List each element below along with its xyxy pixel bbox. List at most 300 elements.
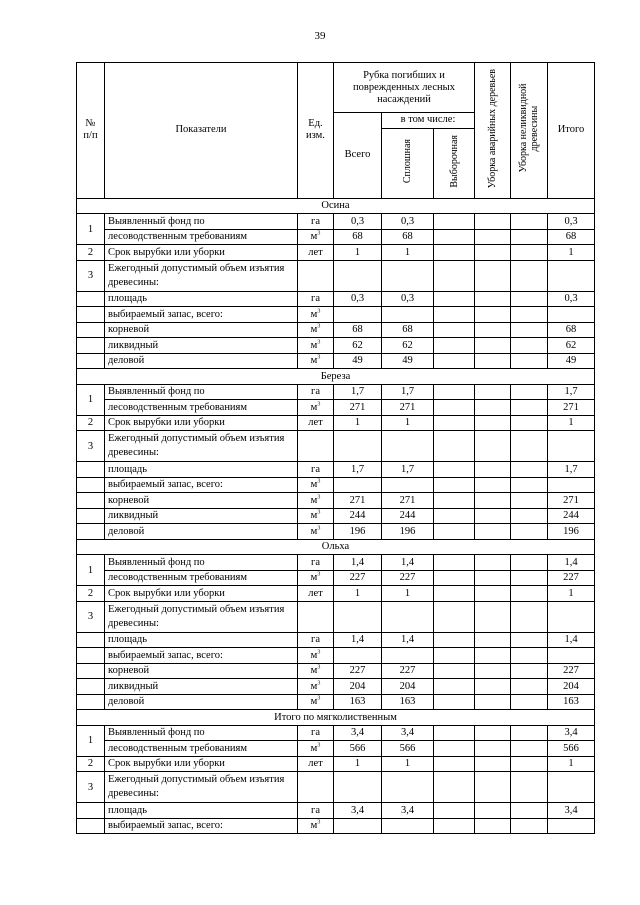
value-selective [434,663,475,679]
indicator-label: деловой [105,524,298,540]
value-nonliquid [511,353,548,369]
indicator-label: площадь [105,291,298,307]
indicator-label: Ежегодный допустимый объем изъятия древесины: [105,431,298,462]
forest-indicators-table [76,62,595,834]
indicator-label: Выявленный фонд по [105,214,298,230]
value-solid: 68 [382,229,434,245]
value-selective [434,570,475,586]
value-solid: 244 [382,508,434,524]
indicator-label: Срок вырубки или уборки [105,756,298,772]
value-solid [382,772,434,803]
indicator-label: Срок вырубки или уборки [105,586,298,602]
value-selective [434,555,475,571]
table-row [77,260,595,291]
value-itogo: 1,7 [548,384,595,400]
header-total: Всего [334,113,382,199]
indicator-label: Выявленный фонд по [105,555,298,571]
value-selective [434,214,475,230]
table-row [77,214,595,230]
table-row [77,818,595,834]
value-emergency [475,322,511,338]
value-itogo: 227 [548,663,595,679]
value-itogo: 271 [548,400,595,416]
value-solid [382,307,434,323]
value-itogo: 0,3 [548,291,595,307]
unit-cell: $м^3$ [298,570,334,586]
value-total: 566 [334,741,382,757]
value-itogo: 3,4 [548,725,595,741]
value-selective [434,322,475,338]
value-solid: 196 [382,524,434,540]
row-number [77,462,105,478]
unit-cell [298,772,334,803]
value-nonliquid [511,400,548,416]
value-itogo [548,431,595,462]
unit-cell: $м^3$ [298,307,334,323]
row-number [77,818,105,834]
value-total [334,772,382,803]
value-solid: 0,3 [382,214,434,230]
value-solid [382,260,434,291]
table-row [77,586,595,602]
unit-cell: лет [298,756,334,772]
value-nonliquid [511,741,548,757]
table-row [77,756,595,772]
table-row [77,570,595,586]
value-total: 271 [334,400,382,416]
value-emergency [475,663,511,679]
unit-cell: $м^3$ [298,694,334,710]
unit-cell [298,431,334,462]
value-emergency [475,818,511,834]
value-itogo: 566 [548,741,595,757]
value-selective [434,307,475,323]
value-total: 163 [334,694,382,710]
value-total [334,260,382,291]
table-body [77,198,595,834]
value-total: 1,4 [334,555,382,571]
indicator-label: Ежегодный допустимый объем изъятия древесины: [105,601,298,632]
indicator-label: ликвидный [105,508,298,524]
value-itogo: 1 [548,586,595,602]
indicator-label: выбираемый запас, всего: [105,307,298,323]
value-nonliquid [511,260,548,291]
value-nonliquid [511,229,548,245]
unit-cell: $м^3$ [298,338,334,354]
unit-cell: $м^3$ [298,663,334,679]
value-nonliquid [511,725,548,741]
table-row [77,524,595,540]
table-row [77,307,595,323]
unit-cell: га [298,291,334,307]
indicator-label: деловой [105,353,298,369]
value-itogo: 244 [548,508,595,524]
value-total [334,477,382,493]
indicator-label: лесоводственным требованиям [105,741,298,757]
value-nonliquid [511,462,548,478]
value-selective [434,415,475,431]
value-solid: 1 [382,415,434,431]
section-header-row [77,369,595,385]
unit-cell: $м^3$ [298,524,334,540]
row-number: 2 [77,415,105,431]
value-total [334,431,382,462]
section-title: Ольха [77,539,595,555]
header-itogo: Итого [548,63,595,199]
indicator-label: выбираемый запас, всего: [105,648,298,664]
value-total: 0,3 [334,214,382,230]
value-total: 1,7 [334,462,382,478]
value-selective [434,679,475,695]
value-selective [434,508,475,524]
value-total: 49 [334,353,382,369]
row-number: 2 [77,756,105,772]
value-selective [434,431,475,462]
value-itogo [548,477,595,493]
value-nonliquid [511,601,548,632]
unit-cell: лет [298,245,334,261]
value-emergency [475,415,511,431]
table-row [77,632,595,648]
value-itogo: 196 [548,524,595,540]
table-row [77,291,595,307]
value-itogo: 204 [548,679,595,695]
header-indicator: Показатели [105,63,298,199]
unit-cell: га [298,384,334,400]
unit-cell: га [298,803,334,819]
header-nonliquid: Уборка неликвидной древесины [511,63,548,199]
value-emergency [475,772,511,803]
value-emergency [475,586,511,602]
row-number [77,508,105,524]
header-solid: Сплошная [382,128,434,198]
value-nonliquid [511,663,548,679]
table-row [77,322,595,338]
indicator-label: площадь [105,462,298,478]
value-nonliquid [511,245,548,261]
value-total [334,307,382,323]
value-nonliquid [511,586,548,602]
unit-cell: $м^3$ [298,493,334,509]
value-total: 244 [334,508,382,524]
indicator-label: ликвидный [105,679,298,695]
value-nonliquid [511,756,548,772]
unit-cell: $м^3$ [298,818,334,834]
value-selective [434,741,475,757]
indicator-label: лесоводственным требованиям [105,229,298,245]
value-itogo: 1,4 [548,555,595,571]
unit-cell: га [298,214,334,230]
section-title: Итого по мягколиственным [77,710,595,726]
row-number: 2 [77,245,105,261]
table-row [77,694,595,710]
value-selective [434,260,475,291]
value-emergency [475,741,511,757]
header-selective: Выборочная [434,128,475,198]
indicator-label: лесоводственным требованиям [105,400,298,416]
value-emergency [475,632,511,648]
value-selective [434,632,475,648]
value-emergency [475,508,511,524]
value-total: 1 [334,756,382,772]
value-nonliquid [511,694,548,710]
header-including: в том числе: [382,113,475,129]
value-nonliquid [511,307,548,323]
value-nonliquid [511,322,548,338]
unit-cell: $м^3$ [298,400,334,416]
value-nonliquid [511,772,548,803]
header-emergency: Уборка аварийных деревьев [475,63,511,199]
value-solid: 566 [382,741,434,757]
value-solid: 3,4 [382,803,434,819]
header-felling-group: Рубка погибших и поврежденных лесных насаждений [334,63,475,113]
value-total: 204 [334,679,382,695]
row-number: 1 [77,725,105,756]
row-number [77,307,105,323]
value-total [334,601,382,632]
value-nonliquid [511,632,548,648]
value-solid: 3,4 [382,725,434,741]
table-row [77,725,595,741]
table-row [77,229,595,245]
table-row [77,679,595,695]
value-total: 1,7 [334,384,382,400]
value-nonliquid [511,214,548,230]
value-total: 62 [334,338,382,354]
value-itogo [548,772,595,803]
value-emergency [475,338,511,354]
value-itogo: 227 [548,570,595,586]
value-nonliquid [511,338,548,354]
value-itogo [548,818,595,834]
table-row [77,555,595,571]
value-selective [434,477,475,493]
value-total: 1 [334,586,382,602]
value-solid: 1 [382,586,434,602]
unit-cell: $м^3$ [298,229,334,245]
value-itogo [548,648,595,664]
value-itogo: 49 [548,353,595,369]
table-row [77,431,595,462]
value-solid: 1 [382,756,434,772]
row-number [77,322,105,338]
value-solid: 1,7 [382,462,434,478]
value-itogo: 68 [548,229,595,245]
value-selective [434,601,475,632]
row-number [77,493,105,509]
value-nonliquid [511,493,548,509]
table-row [77,663,595,679]
value-solid: 49 [382,353,434,369]
value-total: 68 [334,322,382,338]
value-selective [434,803,475,819]
row-number: 1 [77,555,105,586]
value-total: 3,4 [334,725,382,741]
page-number: 39 [314,30,326,42]
value-nonliquid [511,508,548,524]
indicator-label: Выявленный фонд по [105,384,298,400]
value-total: 68 [334,229,382,245]
table-row [77,353,595,369]
table-row [77,400,595,416]
row-number [77,291,105,307]
section-header-row [77,539,595,555]
table-row [77,648,595,664]
header-unit: Ед. изм. [298,63,334,199]
indicator-label: Ежегодный допустимый объем изъятия древесины: [105,772,298,803]
value-total: 1,4 [334,632,382,648]
unit-cell: га [298,462,334,478]
section-title: Береза [77,369,595,385]
value-emergency [475,291,511,307]
unit-cell [298,260,334,291]
value-solid: 204 [382,679,434,695]
value-emergency [475,803,511,819]
row-number [77,477,105,493]
value-itogo: 1 [548,756,595,772]
row-number: 3 [77,431,105,462]
unit-cell: га [298,725,334,741]
value-nonliquid [511,431,548,462]
value-emergency [475,229,511,245]
table-row [77,477,595,493]
row-number [77,353,105,369]
value-selective [434,338,475,354]
unit-cell: лет [298,586,334,602]
table-row [77,508,595,524]
value-selective [434,694,475,710]
value-solid: 163 [382,694,434,710]
value-itogo: 1,4 [548,632,595,648]
value-itogo: 62 [548,338,595,354]
value-total: 3,4 [334,803,382,819]
row-number [77,648,105,664]
value-emergency [475,214,511,230]
value-itogo [548,601,595,632]
value-solid: 62 [382,338,434,354]
value-nonliquid [511,415,548,431]
row-number: 1 [77,214,105,245]
value-emergency [475,431,511,462]
table-row [77,245,595,261]
row-number: 3 [77,772,105,803]
value-total: 271 [334,493,382,509]
indicator-label: корневой [105,663,298,679]
row-number: 3 [77,601,105,632]
row-number [77,663,105,679]
value-itogo [548,307,595,323]
value-solid: 271 [382,400,434,416]
value-itogo [548,260,595,291]
value-emergency [475,353,511,369]
value-total [334,818,382,834]
table-row [77,803,595,819]
header-num: № п/п [77,63,105,199]
indicator-label: лесоводственным требованиям [105,570,298,586]
value-itogo: 68 [548,322,595,338]
value-selective [434,818,475,834]
table-row [77,601,595,632]
value-solid: 1,4 [382,632,434,648]
value-nonliquid [511,818,548,834]
value-solid [382,431,434,462]
value-total: 1 [334,415,382,431]
value-solid: 1 [382,245,434,261]
value-total: 227 [334,663,382,679]
value-selective [434,493,475,509]
value-solid: 271 [382,493,434,509]
value-emergency [475,725,511,741]
row-number: 3 [77,260,105,291]
indicator-label: Ежегодный допустимый объем изъятия древесины: [105,260,298,291]
table-row [77,384,595,400]
value-nonliquid [511,570,548,586]
value-total: 0,3 [334,291,382,307]
table-row [77,338,595,354]
value-itogo: 1 [548,415,595,431]
indicator-label: площадь [105,632,298,648]
value-solid [382,601,434,632]
unit-cell: $м^3$ [298,477,334,493]
value-solid: 227 [382,663,434,679]
value-emergency [475,524,511,540]
value-nonliquid [511,291,548,307]
value-selective [434,462,475,478]
value-nonliquid [511,803,548,819]
value-solid [382,648,434,664]
unit-cell: $м^3$ [298,508,334,524]
row-number: 1 [77,384,105,415]
row-number [77,338,105,354]
value-solid: 227 [382,570,434,586]
value-total: 227 [334,570,382,586]
indicator-label: ликвидный [105,338,298,354]
value-emergency [475,400,511,416]
value-selective [434,648,475,664]
unit-cell: лет [298,415,334,431]
row-number [77,524,105,540]
table-row [77,493,595,509]
value-emergency [475,601,511,632]
indicator-label: выбираемый запас, всего: [105,818,298,834]
indicator-label: Выявленный фонд по [105,725,298,741]
value-selective [434,586,475,602]
unit-cell: $м^3$ [298,322,334,338]
value-itogo: 271 [548,493,595,509]
value-nonliquid [511,384,548,400]
value-emergency [475,694,511,710]
unit-cell: $м^3$ [298,648,334,664]
value-solid: 1,4 [382,555,434,571]
indicator-label: деловой [105,694,298,710]
unit-cell: га [298,632,334,648]
value-emergency [475,462,511,478]
unit-cell [298,601,334,632]
value-nonliquid [511,477,548,493]
value-selective [434,524,475,540]
unit-cell: $м^3$ [298,353,334,369]
value-emergency [475,493,511,509]
unit-cell: $м^3$ [298,741,334,757]
value-selective [434,772,475,803]
value-emergency [475,384,511,400]
indicator-label: Срок вырубки или уборки [105,415,298,431]
value-solid: 68 [382,322,434,338]
value-solid [382,477,434,493]
value-selective [434,245,475,261]
value-emergency [475,679,511,695]
value-selective [434,353,475,369]
